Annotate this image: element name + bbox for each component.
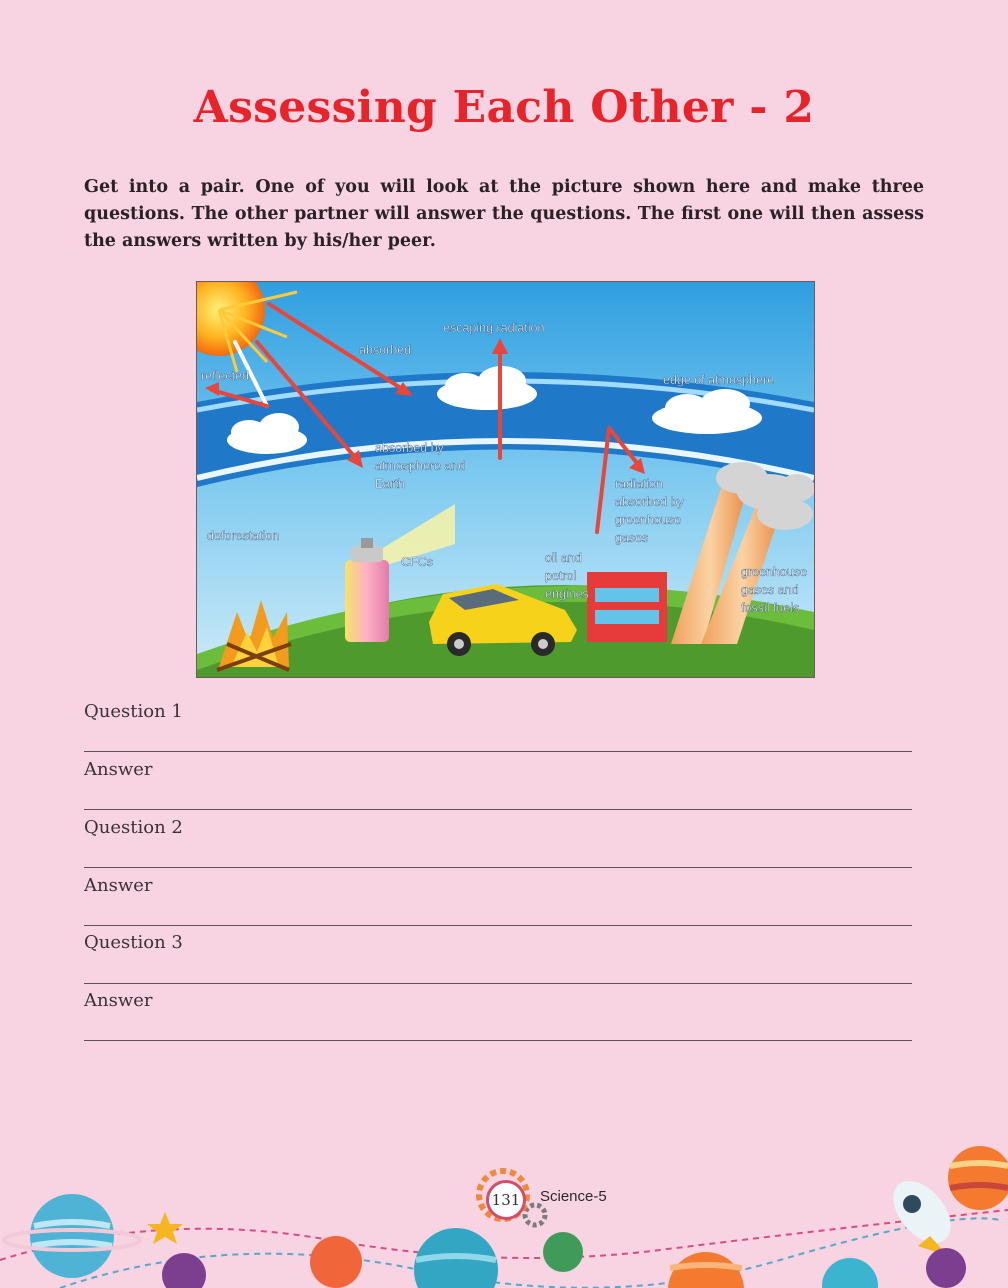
answer-1-line[interactable]	[84, 809, 912, 810]
planet-left-icon	[4, 1194, 140, 1278]
label-absorbed-by-1: absorbed by	[375, 441, 444, 455]
planet-striped-icon	[948, 1146, 1008, 1210]
label-greenhouse-1: greenhouse	[741, 565, 808, 579]
label-absorbed: absorbed	[359, 343, 412, 357]
label-radiation-3: greenhouse	[615, 513, 682, 527]
question-1-label: Question 1	[84, 701, 183, 722]
greenhouse-effect-diagram	[196, 281, 815, 678]
label-escaping-radiation: escaping radiation	[443, 321, 545, 335]
planet-red-icon	[310, 1236, 362, 1288]
book-title: Science-5	[540, 1188, 607, 1205]
label-radiation-2: absorbed by	[615, 495, 684, 509]
question-3-label: Question 3	[84, 932, 183, 953]
page-number-badge: 131	[486, 1180, 526, 1220]
label-oil-1: oil and	[545, 551, 582, 565]
instructions-paragraph: Get into a pair. One of you will look at the picture shown here and make three questions. The other partner will answer the questions. The first one will then assess the answers written by his/her peer.	[84, 177, 924, 251]
label-greenhouse-2: gases and	[741, 583, 799, 597]
answer-3-line[interactable]	[84, 1040, 912, 1041]
planet-teal-icon	[414, 1228, 498, 1288]
label-radiation-1: radiation	[615, 477, 663, 491]
factory-icon	[587, 572, 667, 642]
planet-orange-icon	[668, 1252, 744, 1288]
label-cfcs: CFCs	[401, 555, 433, 569]
label-absorbed-by-3: Earth	[375, 477, 405, 491]
earth-icon	[543, 1232, 583, 1272]
label-greenhouse-3: fossil fuels	[741, 601, 800, 615]
answer-3-label: Answer	[84, 990, 153, 1011]
question-2-answer-line[interactable]	[84, 867, 912, 868]
label-oil-2: petrol	[545, 569, 577, 583]
question-1-answer-line[interactable]	[84, 751, 912, 752]
planet-cyan-icon	[822, 1258, 878, 1288]
label-absorbed-by-2: atmosphere and	[375, 459, 466, 473]
page-title: Assessing Each Other - 2	[193, 82, 815, 133]
question-3-answer-line[interactable]	[84, 983, 912, 984]
label-radiation-4: gases	[615, 531, 649, 545]
star-icon	[147, 1212, 183, 1244]
label-oil-3: engines	[545, 587, 589, 601]
label-deforestation: deforestation	[207, 529, 280, 543]
label-reflected: reflected	[201, 369, 249, 383]
answer-2-label: Answer	[84, 875, 153, 896]
label-edge-of-atmosphere: edge of atmosphere	[663, 373, 775, 387]
planet-purple-icon	[162, 1253, 206, 1288]
question-2-label: Question 2	[84, 817, 183, 838]
answer-1-label: Answer	[84, 759, 153, 780]
answer-2-line[interactable]	[84, 925, 912, 926]
planet-violet-icon	[926, 1248, 966, 1288]
